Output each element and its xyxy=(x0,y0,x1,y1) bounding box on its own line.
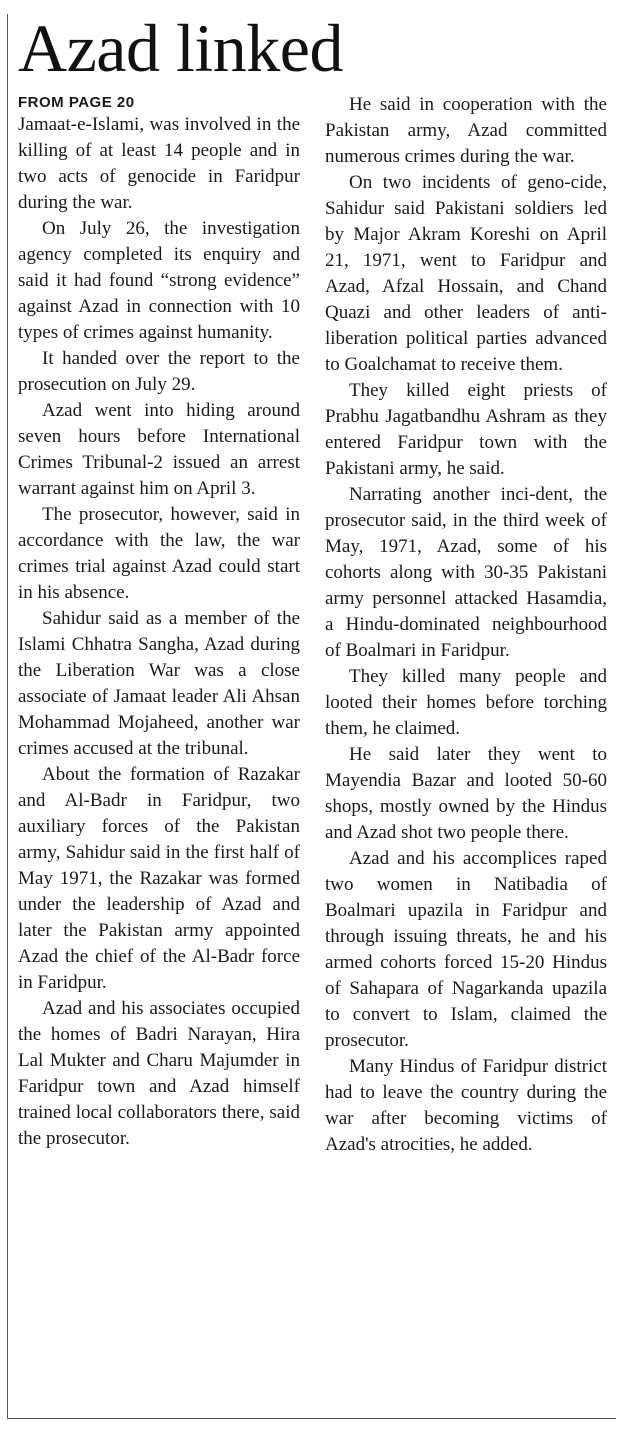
bottom-rule xyxy=(7,1418,616,1419)
paragraph: Azad and his accomplices raped two women in Natibadia of Boalmari upazila in Faridpur and through issuing threats, he and his armed cohorts forced 15-20 Hindus of Sahapara of Nagarkanda upazila to convert to Islam, claimed the prosecutor. xyxy=(325,848,607,1051)
paragraph: About the formation of Razakar and Al-Badr in Faridpur, two auxiliary forces of the Pakistan army, Sahidur said in the first half of May 1971, the Razakar was formed under the leadership of Azad and later the Pakistan army appointed Azad the chief of the Al-Badr force in Faridpur. xyxy=(18,764,300,993)
paragraph: He said in cooperation with the Pakistan army, Azad committed numerous crimes during the war. xyxy=(325,94,607,167)
paragraph: The prosecutor, however, said in accordance with the law, the war crimes trial against Azad could start in his absence. xyxy=(18,504,300,603)
paragraph: Azad and his associates occupied the homes of Badri Narayan, Hira Lal Mukter and Charu Majumder in Faridpur town and Azad himself trained local collaborators there, said the prosecutor. xyxy=(18,998,300,1149)
paragraph: Azad went into hiding around seven hours before International Crimes Tribunal-2 issued an arrest warrant against him on April 3. xyxy=(18,400,300,499)
paragraph: Sahidur said as a member of the Islami Chhatra Sangha, Azad during the Liberation War was a close associate of Jamaat leader Ali Ahsan Mohammad Mojaheed, another war crimes accused at the tribunal. xyxy=(18,608,300,759)
paragraph: They killed eight priests of Prabhu Jagatbandhu Ashram as they entered Faridpur town with the Pakistani army, he said. xyxy=(325,380,607,479)
paragraph: On two incidents of geno-cide, Sahidur said Pakistani soldiers led by Major Akram Koreshi on April 21, 1971, went to Faridpur and Azad, Afzal Hossain, and Chand Quazi and other leaders of anti-liberation political parties advanced to Goalchamat to receive them. xyxy=(325,172,607,375)
article-column-1 xyxy=(18,112,300,1152)
continuation-kicker: FROM PAGE 20 xyxy=(18,94,135,111)
paragraph: On July 26, the investigation agency completed its enquiry and said it had found “strong evidence” against Azad in connection with 10 types of crimes against humanity. xyxy=(18,218,300,343)
paragraph: Jamaat-e-Islami, was involved in the killing of at least 14 people and in two acts of genocide in Faridpur during the war. xyxy=(18,114,300,213)
article-column-2 xyxy=(325,92,607,1158)
paragraph: He said later they went to Mayendia Bazar and looted 50-60 shops, mostly owned by the Hindus and Azad shot two people there. xyxy=(325,744,607,843)
paragraph: They killed many people and looted their homes before torching them, he claimed. xyxy=(325,666,607,739)
paragraph: Many Hindus of Faridpur district had to leave the country during the war after becoming victims of Azad's atrocities, he added. xyxy=(325,1056,607,1155)
paragraph: Narrating another inci-dent, the prosecutor said, in the third week of May, 1971, Azad, some of his cohorts along with 30-35 Pakistani army personnel attacked Hasamdia, a Hindu-dominated neighbourhood of Boalmari in Faridpur. xyxy=(325,484,607,661)
left-column-rule xyxy=(7,14,8,1418)
paragraph: It handed over the report to the prosecution on July 29. xyxy=(18,348,300,395)
headline: Azad linked xyxy=(18,10,343,86)
